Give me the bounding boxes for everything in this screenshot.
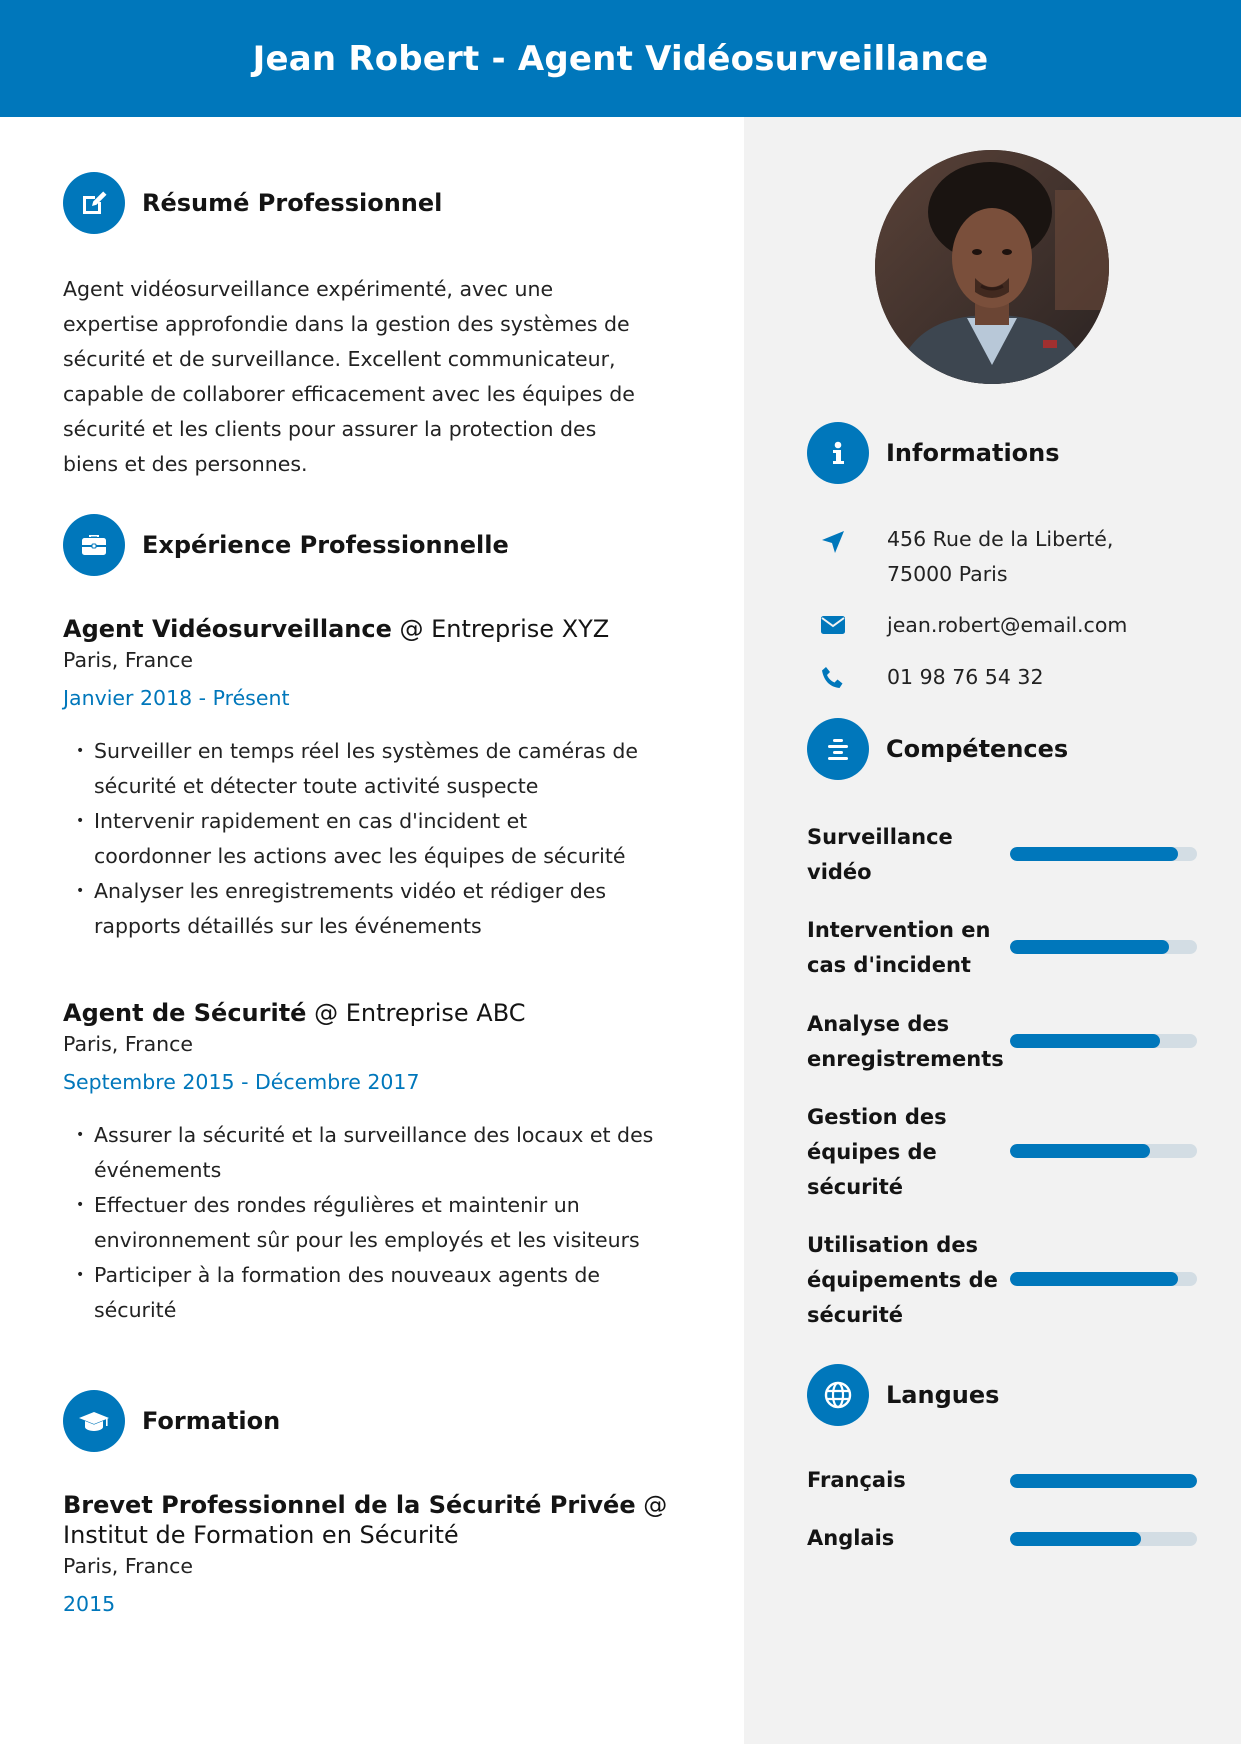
skill-name-line: enregistrements	[807, 1047, 1004, 1071]
bullet-line: Intervenir rapidement en cas d'incident et	[94, 809, 528, 833]
job-role: Agent Vidéosurveillance	[63, 615, 392, 643]
list-item	[63, 874, 703, 944]
address-line: 75000 Paris	[887, 562, 1008, 586]
skill-name-line: équipes de	[807, 1140, 937, 1164]
skill-name	[807, 1228, 1007, 1333]
skill-item	[807, 1007, 1197, 1077]
phone-icon	[810, 660, 855, 691]
job-title	[63, 998, 703, 1028]
skill-name-line: sécurité	[807, 1175, 903, 1199]
summary-text	[63, 272, 683, 482]
briefcase-icon	[63, 514, 125, 576]
summary-line: Agent vidéosurveillance expérimenté, avec une	[63, 277, 554, 301]
section-education-header	[63, 1390, 280, 1452]
skill-name	[807, 1100, 1007, 1205]
school-name: Institut de Formation en Sécurité	[63, 1521, 459, 1549]
bullet-line: Analyser les enregistrements vidéo et rédiger des	[94, 879, 607, 903]
section-languages-header	[807, 1364, 999, 1426]
section-title: Compétences	[886, 735, 1069, 763]
list-item	[63, 734, 703, 804]
info-icon	[807, 422, 869, 484]
address-row	[810, 522, 1113, 592]
email-row	[810, 608, 1127, 643]
job-location: Paris, France	[63, 648, 194, 672]
skill-item	[807, 1228, 1197, 1333]
phone-text[interactable]: 01 98 76 54 32	[887, 665, 1044, 689]
edit-icon	[63, 172, 125, 234]
summary-line: capable de collaborer efficacement avec les équipes de	[63, 382, 635, 406]
job-role: Agent de Sécurité	[63, 999, 307, 1027]
bullet-line: Assurer la sécurité et la surveillance des locaux et des	[94, 1123, 654, 1147]
address-text	[887, 522, 1113, 592]
skill-level-bar	[1010, 1034, 1197, 1048]
job-bullets	[63, 734, 703, 944]
section-title: Langues	[886, 1381, 1000, 1409]
degree-title	[63, 1490, 703, 1550]
section-title: Formation	[142, 1407, 281, 1435]
job-dates: Janvier 2018 - Présent	[63, 686, 290, 710]
skill-level-bar	[1010, 847, 1197, 861]
bullet-line: sécurité	[94, 1298, 177, 1322]
skill-name-line: Analyse des	[807, 1012, 950, 1036]
skill-item	[807, 1100, 1197, 1205]
list-item	[63, 804, 703, 874]
job-company: @ Entreprise ABC	[306, 999, 526, 1027]
summary-line: sécurité et de surveillance. Excellent communicateur,	[63, 347, 616, 371]
experience-entry	[63, 998, 703, 1328]
language-item	[807, 1463, 1197, 1498]
list-icon	[807, 718, 869, 780]
section-summary-header	[63, 172, 442, 234]
header-banner	[0, 0, 1241, 117]
degree-date: 2015	[63, 1592, 116, 1616]
language-level-bar	[1010, 1474, 1197, 1488]
summary-line: sécurité et les clients pour assurer la protection des	[63, 417, 597, 441]
location-arrow-icon	[810, 522, 855, 556]
skill-name	[807, 913, 1007, 983]
envelope-icon	[810, 608, 855, 636]
degree-name: Brevet Professionnel de la Sécurité Privée	[63, 1491, 636, 1519]
language-level-fill	[1010, 1474, 1197, 1488]
skill-name	[807, 1007, 1007, 1077]
list-item	[63, 1118, 703, 1188]
skill-name	[807, 820, 1007, 890]
bullet-line: événements	[94, 1158, 222, 1182]
job-dates: Septembre 2015 - Décembre 2017	[63, 1070, 420, 1094]
skill-level-bar	[1010, 1144, 1197, 1158]
section-experience-header	[63, 514, 509, 576]
bullet-line: Surveiller en temps réel les systèmes de caméras de	[94, 739, 638, 763]
school-location: Paris, France	[63, 1554, 194, 1578]
bullet-line: Effectuer des rondes régulières et maintenir un	[94, 1193, 580, 1217]
page-title: Jean Robert - Agent Vidéosurveillance	[252, 38, 989, 79]
section-info-header	[807, 422, 1060, 484]
bullet-line: sécurité et détecter toute activité suspecte	[94, 774, 539, 798]
skill-item	[807, 913, 1197, 983]
experience-entry	[63, 614, 703, 944]
summary-line: expertise approfondie dans la gestion des systèmes de	[63, 312, 630, 336]
list-item	[63, 1188, 703, 1258]
job-bullets	[63, 1118, 703, 1328]
bullet-line: rapports détaillés sur les événements	[94, 914, 482, 938]
skill-level-fill	[1010, 940, 1169, 954]
degree-at: @	[635, 1491, 668, 1519]
section-title: Résumé Professionnel	[142, 189, 443, 217]
skill-level-fill	[1010, 1144, 1150, 1158]
bullet-line: environnement sûr pour les employés et les visiteurs	[94, 1228, 640, 1252]
skill-level-bar	[1010, 940, 1197, 954]
phone-row	[810, 660, 1044, 695]
skill-name-line: Intervention en	[807, 918, 991, 942]
language-name: Anglais	[807, 1526, 895, 1550]
language-name: Français	[807, 1468, 906, 1492]
skill-level-fill	[1010, 847, 1178, 861]
language-level-bar	[1010, 1532, 1197, 1546]
skill-name-line: Utilisation des	[807, 1233, 979, 1257]
skill-name-line: Gestion des	[807, 1105, 947, 1129]
job-location: Paris, France	[63, 1032, 194, 1056]
avatar	[875, 150, 1109, 384]
section-title: Informations	[886, 439, 1060, 467]
summary-line: biens et des personnes.	[63, 452, 308, 476]
skill-item	[807, 820, 1197, 890]
bullet-line: coordonner les actions avec les équipes de sécurité	[94, 844, 626, 868]
skill-name-line: vidéo	[807, 860, 872, 884]
job-title	[63, 614, 703, 644]
skill-name-line: sécurité	[807, 1303, 903, 1327]
email-text[interactable]: jean.robert@email.com	[887, 613, 1128, 637]
language-item	[807, 1521, 1197, 1556]
language-level-fill	[1010, 1532, 1141, 1546]
skill-name-line: Surveillance	[807, 825, 953, 849]
skill-name-line: cas d'incident	[807, 953, 971, 977]
skill-level-fill	[1010, 1272, 1178, 1286]
address-line: 456 Rue de la Liberté,	[887, 527, 1114, 551]
education-entry	[63, 1490, 703, 1620]
section-skills-header	[807, 718, 1068, 780]
skill-name-line: équipements de	[807, 1268, 998, 1292]
list-item	[63, 1258, 703, 1328]
job-company: @ Entreprise XYZ	[391, 615, 610, 643]
bullet-line: Participer à la formation des nouveaux agents de	[94, 1263, 601, 1287]
globe-icon	[807, 1364, 869, 1426]
section-title: Expérience Professionnelle	[142, 531, 509, 559]
skill-level-bar	[1010, 1272, 1197, 1286]
graduation-cap-icon	[63, 1390, 125, 1452]
skill-level-fill	[1010, 1034, 1160, 1048]
